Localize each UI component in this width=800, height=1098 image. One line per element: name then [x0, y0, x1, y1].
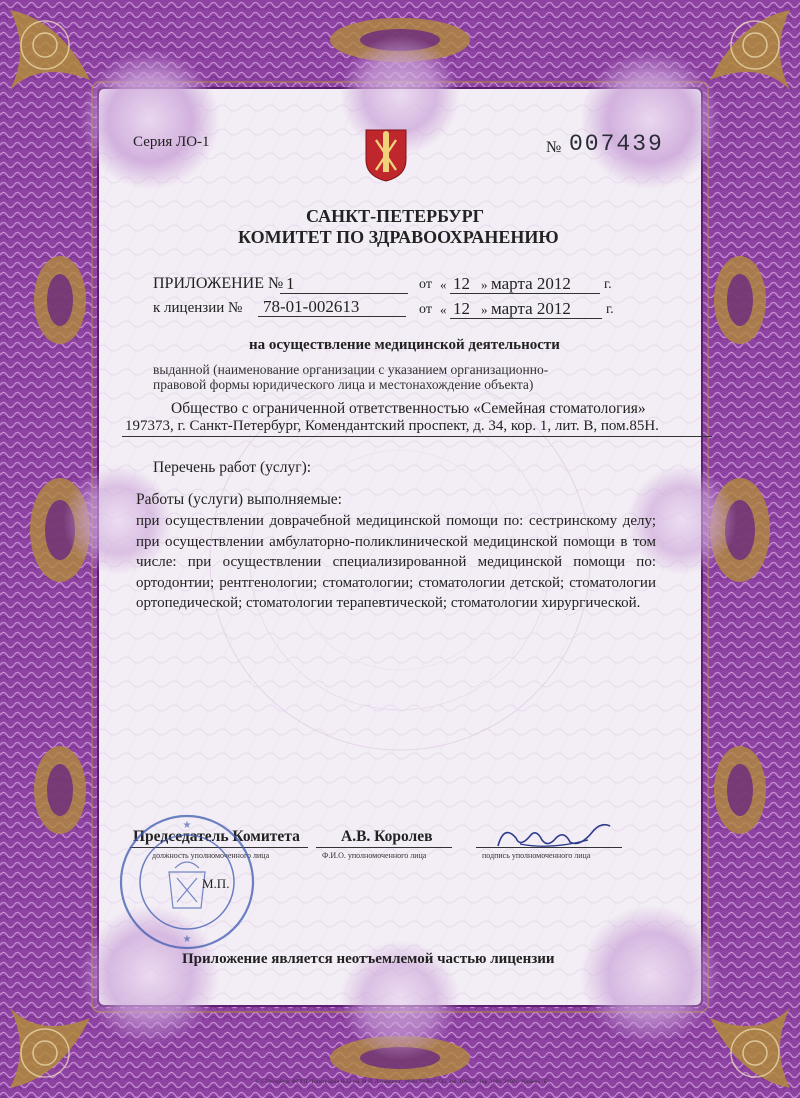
activity-title: на осуществление медицинской деятельности: [249, 337, 560, 353]
license-number: 78-01-002613: [263, 297, 360, 316]
signatory-position: Председатель Комитета: [133, 828, 300, 845]
series-label: Серия ЛО-1: [133, 134, 210, 150]
license-day: 12: [453, 299, 470, 318]
position-caption: должность уполномоченного лица: [152, 851, 270, 860]
footer-note: Приложение является неотъемлемой частью лицензии: [182, 951, 555, 967]
appendix-number-line: [280, 293, 408, 294]
license-quote-close: »: [481, 302, 488, 317]
license-from-label: от: [419, 302, 432, 317]
issued-note-line2: правовой формы юридического лица и местонахождение объекта): [153, 377, 534, 392]
license-quote-open: «: [440, 302, 447, 317]
stamp-place-label: М.П.: [202, 876, 230, 891]
organization-address-line: [122, 436, 712, 437]
appendix-quote-open: «: [440, 277, 447, 292]
appendix-year-suffix: г.: [604, 277, 612, 292]
signature-line: [476, 847, 622, 848]
appendix-number: 1: [286, 274, 295, 293]
appendix-day: 12: [453, 274, 470, 293]
svg-text:★: ★: [182, 934, 192, 945]
signatory-name: А.В. Королев: [341, 828, 433, 845]
appendix-label: ПРИЛОЖЕНИЕ №: [153, 275, 284, 292]
license-date-line: [450, 318, 602, 319]
works-list-label: Перечень работ (услуг):: [153, 459, 312, 476]
issued-note-line1: выданной (наименование организации с указанием организационно-: [153, 362, 549, 377]
official-stamp: [117, 812, 257, 952]
works-description: при осуществлении доврачебной медицинской помощи по: сестринскому делу; при осуществлении амбулаторно-поликлинической медицинской помощи в том числе: при осуществлении специализированной медицинской помощи по: ортодонтии; рентгенологии; стоматологии; стоматологии детской; стоматологии ортопедической; стоматологии терапевтической; стоматологии хирургической.: [136, 513, 656, 612]
appendix-quote-close: »: [481, 277, 488, 292]
signature-caption: подпись уполномоченного лица: [482, 851, 591, 860]
svg-text:★: ★: [182, 820, 192, 831]
license-number-line: [258, 316, 406, 317]
organization-name: Общество с ограниченной ответственностью «Семейная стоматология»: [171, 400, 646, 417]
city-title: САНКТ-ПЕТЕРБУРГ: [306, 206, 485, 226]
works-heading: Работы (услуги) выполняемые:: [136, 491, 342, 508]
committee-title: КОМИТЕТ ПО ЗДРАВООХРАНЕНИЮ: [238, 227, 559, 247]
name-caption: Ф.И.О. уполномоченного лица: [322, 851, 427, 860]
license-month-year: марта 2012: [491, 299, 571, 318]
appendix-date-line: [450, 293, 600, 294]
organization-address: 197373, г. Санкт-Петербург, Комендантский проспект, д. 34, кор. 1, лит. В, пом.85Н.: [125, 418, 659, 434]
number-prefix: №: [546, 139, 562, 156]
appendix-month-year: марта 2012: [491, 274, 571, 293]
appendix-from-label: от: [419, 277, 432, 292]
coat-of-arms-icon: [362, 126, 410, 184]
name-line: [316, 847, 452, 848]
form-number: 007439: [569, 131, 664, 157]
license-year-suffix: г.: [606, 302, 614, 317]
printer-imprint: © С-Петербург ФГУП "Типография №32 им. М.И. Лоханкина". ИНН 7808037743. Зак. 106226. Тир. 1000. 2010 г. Уровень "Б".: [255, 1079, 551, 1085]
license-label: к лицензии №: [153, 300, 243, 316]
